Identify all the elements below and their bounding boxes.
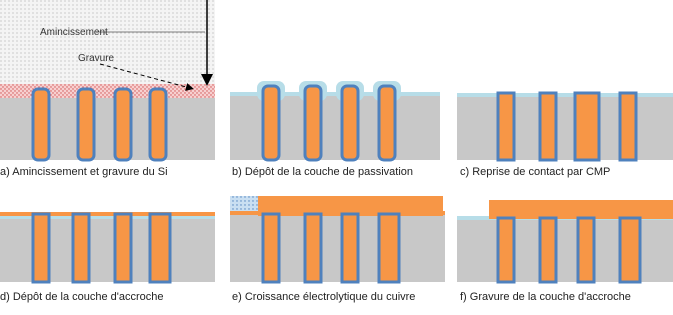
passivation-layer (457, 93, 673, 97)
thinning-label: Amincissement (40, 27, 108, 38)
resist-mask (230, 196, 258, 211)
panel-f (457, 200, 673, 303)
etching-label: Gravure (78, 53, 115, 64)
panel-a (0, 0, 215, 178)
panel-e (230, 196, 445, 303)
thinned-silicon-region (0, 0, 215, 84)
panel-c (457, 93, 673, 178)
caption-e: e) Croissance électrolytique du cuivre (232, 291, 416, 303)
panel-b (230, 81, 440, 178)
caption-f: f) Gravure de la couche d'accroche (460, 291, 631, 303)
silicon-substrate (457, 96, 673, 160)
copper-pad (489, 200, 673, 219)
caption-c: c) Reprise de contact par CMP (460, 166, 611, 178)
caption-d: d) Dépôt de la couche d'accroche (0, 291, 164, 303)
caption-a: a) Amincissement et gravure du Si (0, 166, 168, 178)
caption-b: b) Dépôt de la couche de passivation (232, 166, 414, 178)
panel-d (0, 212, 215, 303)
